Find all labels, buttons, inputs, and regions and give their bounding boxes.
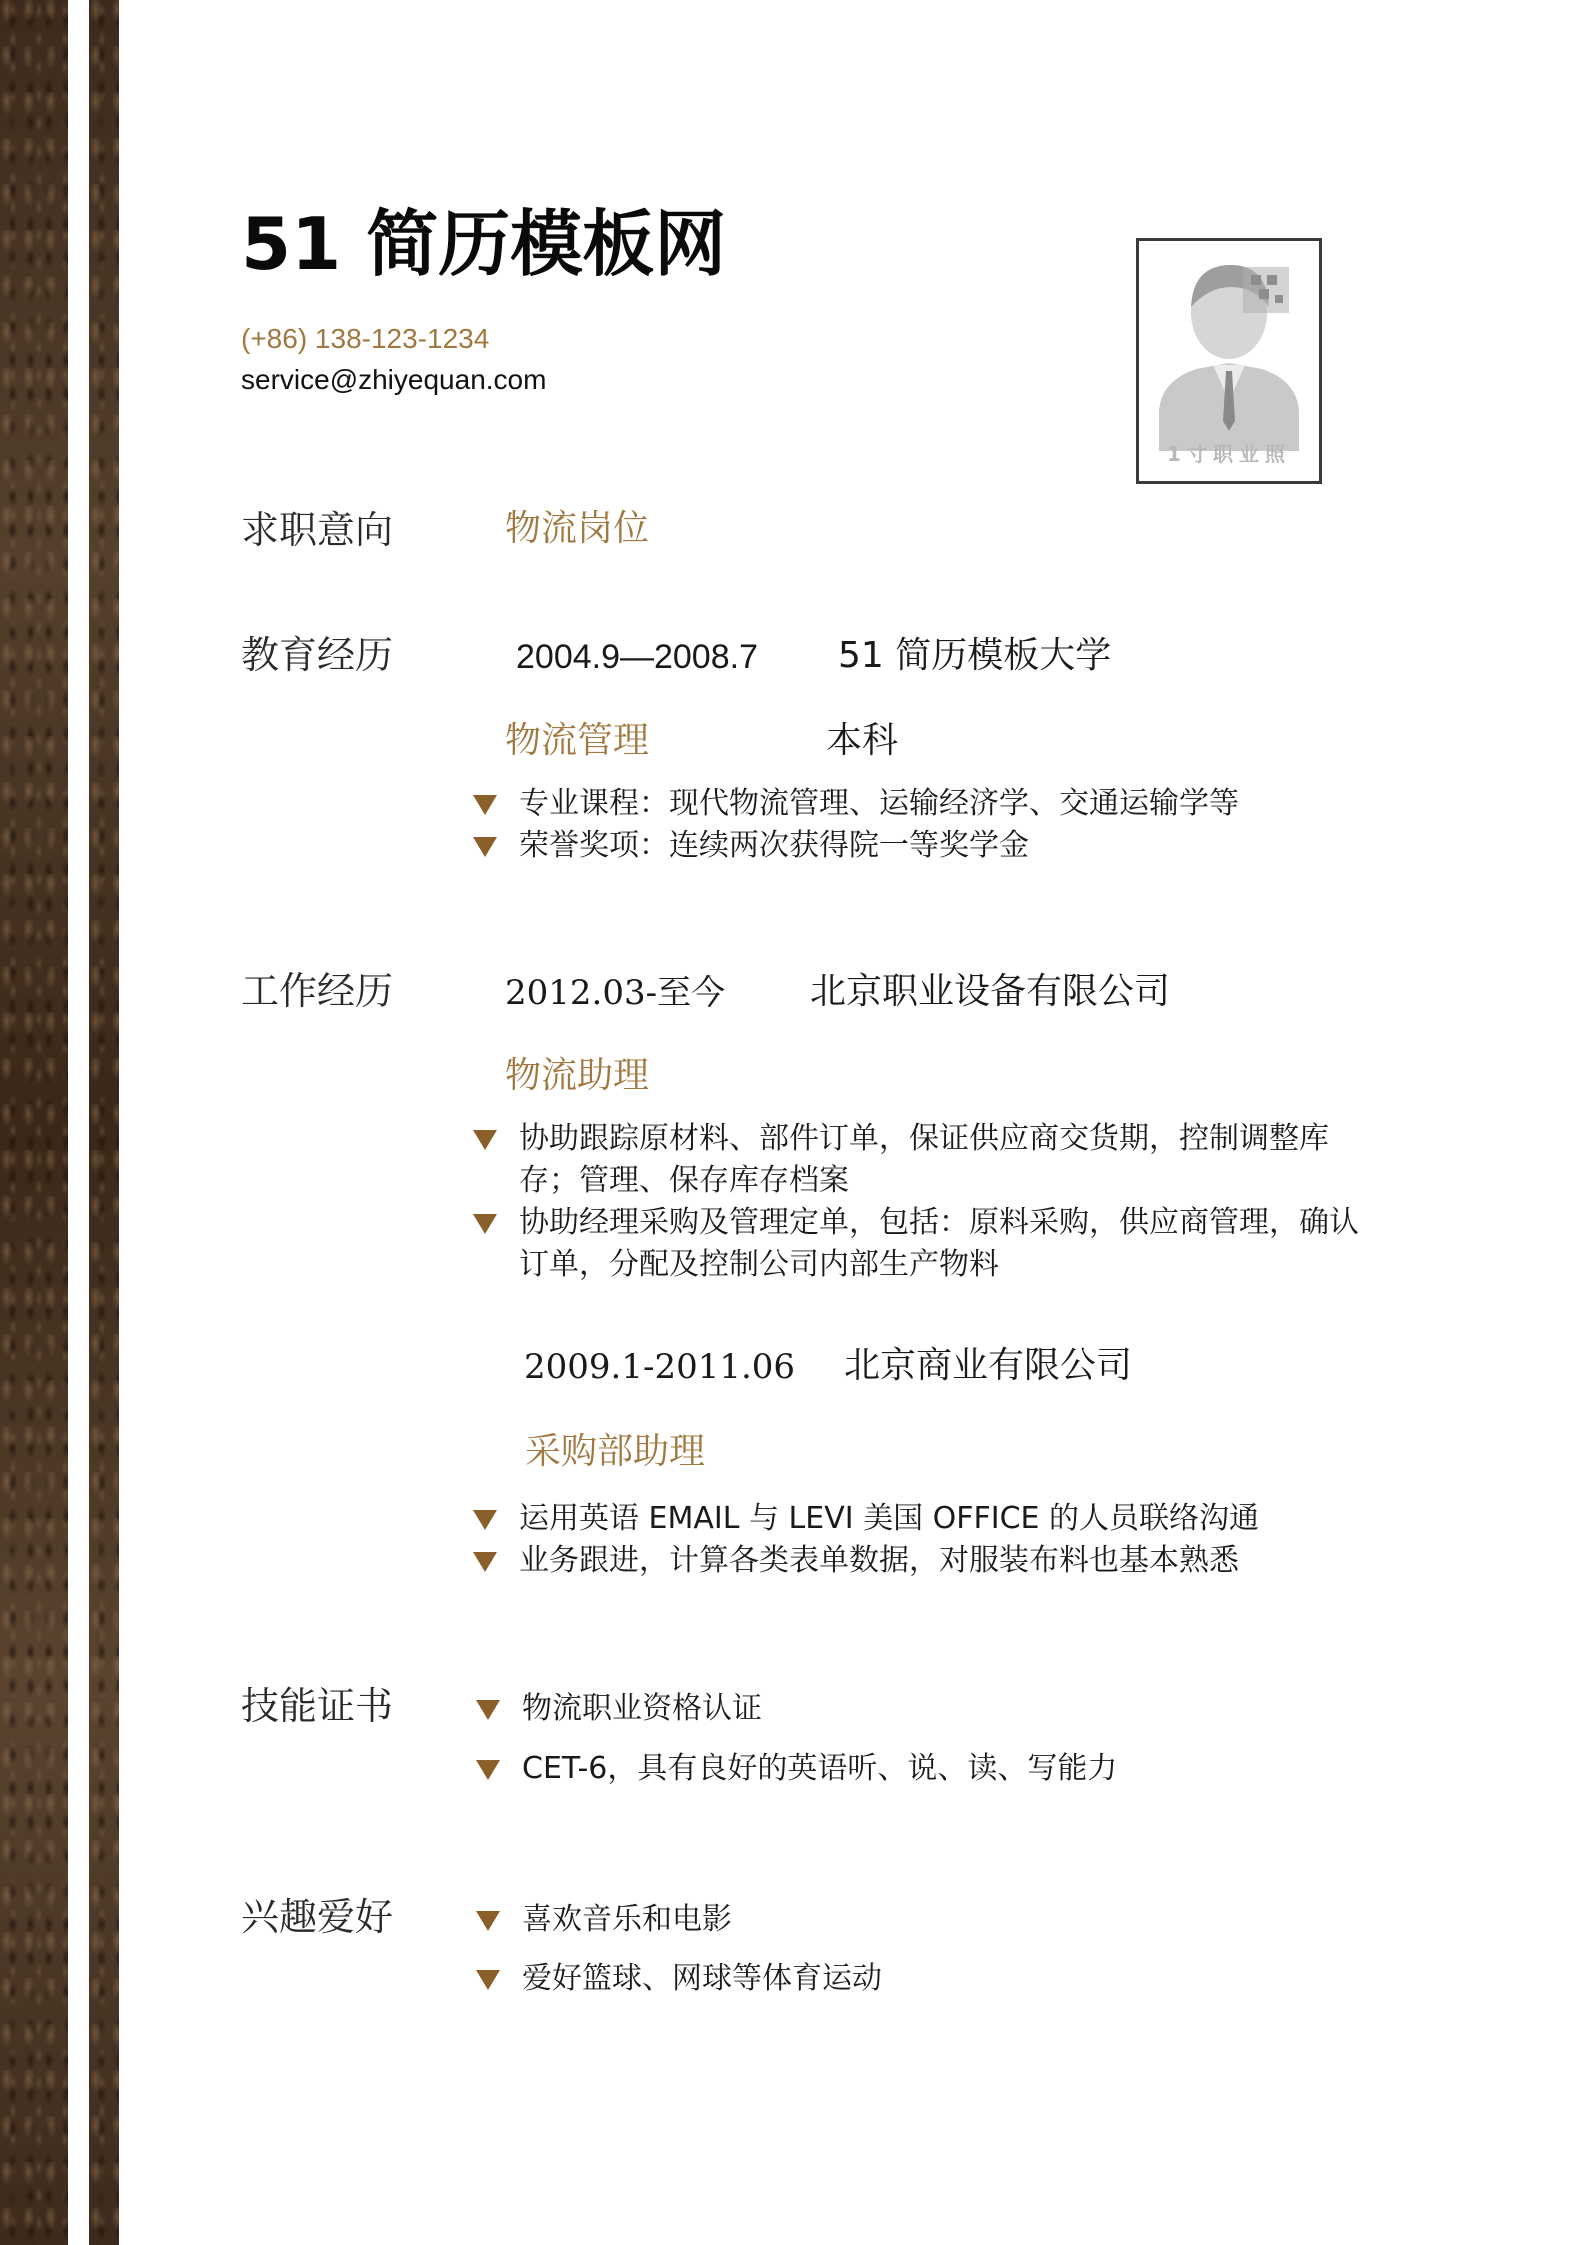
left-border-stripe-thin <box>89 0 119 2245</box>
list-item: CET-6，具有良好的英语听、说、读、写能力 <box>476 1748 1376 1790</box>
avatar-silhouette-icon <box>1151 251 1307 451</box>
triangle-bullet-icon <box>473 1214 497 1234</box>
triangle-bullet-icon <box>473 1510 497 1530</box>
job-company: 北京职业设备有限公司 <box>810 971 1171 1012</box>
section-title-objective: 求职意向 <box>241 508 394 552</box>
left-border-stripe <box>0 0 68 2245</box>
education-period: 2004.9—2008.7 <box>516 638 758 676</box>
job-period: 2009.1-2011.06 <box>524 1347 796 1387</box>
section-title-work: 工作经历 <box>241 969 394 1013</box>
job-role: 采购部助理 <box>525 1431 706 1472</box>
list-item: 喜欢音乐和电影 <box>476 1899 1376 1941</box>
triangle-bullet-icon <box>476 1760 500 1780</box>
list-item: 运用英语 EMAIL 与 LEVI 美国 OFFICE 的人员联络沟通 <box>473 1498 1373 1540</box>
job-role: 物流助理 <box>505 1055 650 1096</box>
list-item: 荣誉奖项：连续两次获得院一等奖学金 <box>473 825 1373 867</box>
job-period: 2012.03-至今 <box>505 973 726 1013</box>
resume-name: 51 简历模板网 <box>241 202 727 286</box>
profile-photo-placeholder <box>1136 238 1322 484</box>
education-degree: 本科 <box>826 720 899 761</box>
list-item: 业务跟进，计算各类表单数据，对服装布料也基本熟悉 <box>473 1540 1373 1582</box>
triangle-bullet-icon <box>473 795 497 815</box>
objective-value: 物流岗位 <box>505 508 650 549</box>
triangle-bullet-icon <box>473 837 497 857</box>
list-item: 协助跟踪原材料、部件订单，保证供应商交货期，控制调整库存；管理、保存库存档案 <box>473 1118 1373 1202</box>
list-item: 专业课程：现代物流管理、运输经济学、交通运输学等 <box>473 783 1373 825</box>
list-item: 物流职业资格认证 <box>476 1688 1376 1730</box>
section-title-skills: 技能证书 <box>241 1684 394 1728</box>
education-major: 物流管理 <box>505 720 650 761</box>
education-school: 51 简历模板大学 <box>838 635 1112 676</box>
email-address: service@zhiyequan.com <box>241 364 547 395</box>
triangle-bullet-icon <box>476 1911 500 1931</box>
phone-number: (+86) 138-123-1234 <box>241 323 490 354</box>
section-title-education: 教育经历 <box>241 633 394 677</box>
list-item: 爱好篮球、网球等体育运动 <box>476 1958 1376 2000</box>
photo-label: 1寸职业照 <box>1167 442 1291 466</box>
triangle-bullet-icon <box>476 1700 500 1720</box>
triangle-bullet-icon <box>473 1130 497 1150</box>
triangle-bullet-icon <box>473 1552 497 1572</box>
job-company: 北京商业有限公司 <box>844 1345 1133 1386</box>
list-item: 协助经理采购及管理定单，包括：原料采购，供应商管理，确认订单，分配及控制公司内部生产物料 <box>473 1202 1373 1286</box>
triangle-bullet-icon <box>476 1970 500 1990</box>
section-title-hobbies: 兴趣爱好 <box>241 1895 394 1939</box>
